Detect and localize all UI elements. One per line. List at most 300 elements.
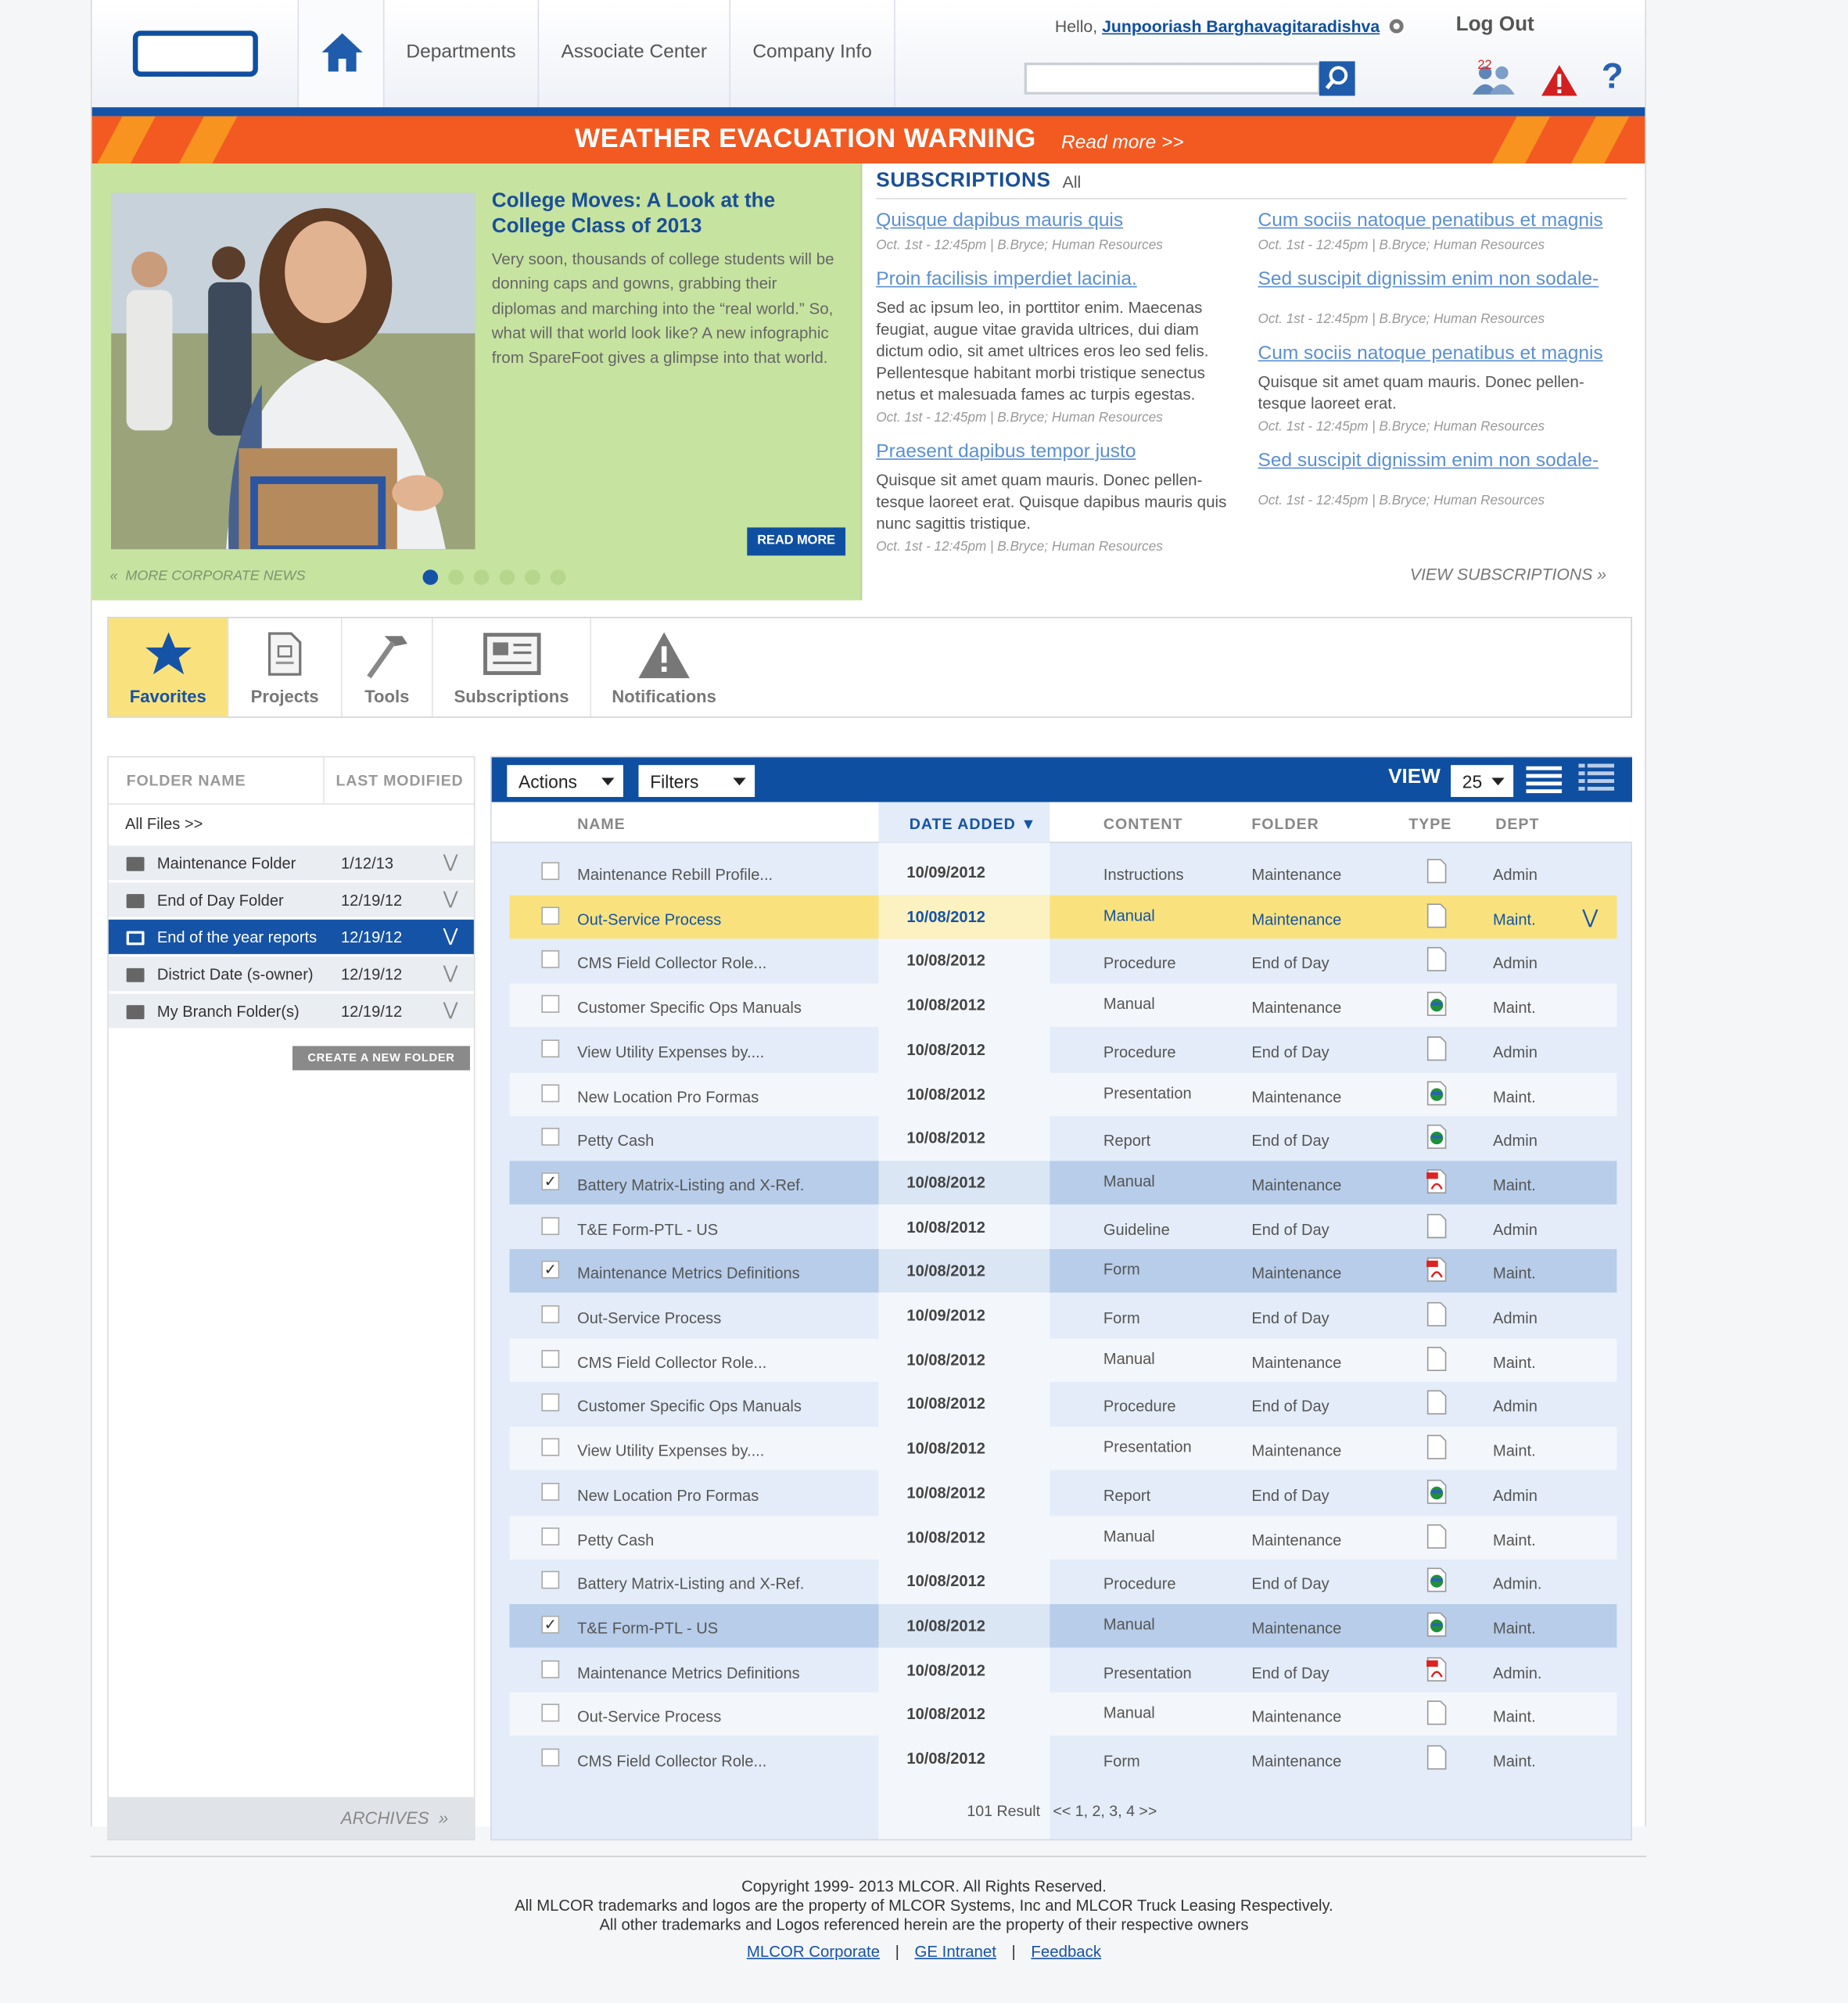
read-more-button[interactable]: READ MORE	[747, 527, 845, 555]
pdf-file-icon	[1426, 1656, 1447, 1682]
file-name[interactable]: T&E Form-PTL - US	[577, 1619, 719, 1638]
date-added: 10/08/2012	[906, 1351, 985, 1369]
row-checkbox[interactable]	[541, 1660, 559, 1678]
content-type: Form	[1103, 1261, 1140, 1280]
table-row[interactable]	[510, 1427, 1617, 1470]
view-subscriptions-label: VIEW SUBSCRIPTIONS	[1409, 564, 1593, 584]
sort-desc-icon: ▼	[1021, 814, 1037, 833]
expand-chevron-icon[interactable]: ⋁	[443, 887, 458, 909]
carousel-dots	[423, 569, 576, 591]
trademark-line: All MLCOR trademarks and logos are the property of MLCOR Systems, Inc and MLCOR Truck Leasing Respectively.	[515, 1897, 1333, 1915]
content-type: Manual	[1103, 1527, 1155, 1545]
folder-date: 1/12/13	[341, 854, 394, 873]
copyright: Copyright 1999- 2013 MLCOR. All Rights Reserved.	[741, 1877, 1107, 1896]
footer-links: MLCOR Corporate | GE Intranet | Feedback	[746, 1942, 1102, 1961]
row-checkbox[interactable]	[541, 906, 559, 924]
news-title[interactable]: College Moves: A Look at the College Class of 2013	[491, 190, 776, 238]
folder-name: End of Day	[1251, 1043, 1329, 1061]
folder-name: End of Day	[1251, 1308, 1329, 1327]
table-row[interactable]	[510, 939, 1617, 983]
col-date-added[interactable]	[910, 815, 1037, 833]
content-type: Instructions	[1103, 866, 1184, 885]
subscription-link[interactable]: Praesent dapibus tempor justo	[876, 440, 1136, 463]
file-name[interactable]: View Utility Expenses by....	[577, 1441, 765, 1460]
folder-date: 12/19/12	[341, 928, 403, 947]
subscriptions-filter[interactable]: All	[1062, 172, 1082, 192]
dept: Admin	[1492, 1398, 1538, 1416]
folder-name: Maintenance	[1251, 1441, 1342, 1460]
date-added: 10/08/2012	[906, 907, 985, 926]
content-type: Manual	[1103, 1703, 1155, 1722]
gear-icon[interactable]	[1390, 19, 1404, 33]
date-added: 10/08/2012	[906, 1484, 985, 1502]
view-label: VIEW	[1388, 766, 1441, 788]
folder-name: End of Day	[1251, 1664, 1329, 1682]
date-added: 10/09/2012	[906, 1306, 985, 1325]
dept: Admin	[1492, 1132, 1538, 1150]
document-file-icon	[1426, 1036, 1447, 1061]
subscription-link[interactable]: Sed suscipit dignissim enim non sodale-	[1258, 449, 1599, 472]
document-file-icon	[1426, 1346, 1447, 1372]
content-type: Presentation	[1103, 1438, 1192, 1456]
folder-icon	[127, 931, 145, 945]
document-file-icon	[1426, 1745, 1447, 1771]
content-type: Form	[1103, 1752, 1140, 1771]
dept: Maint.	[1492, 1353, 1536, 1372]
tab-label: Subscriptions	[454, 687, 569, 707]
content-type: Manual	[1103, 995, 1155, 1014]
row-checkbox[interactable]: ✓	[541, 1261, 559, 1279]
table-row[interactable]	[510, 895, 1617, 939]
folder-row[interactable]	[109, 882, 474, 918]
tab-label: Projects	[250, 687, 319, 707]
banner-stripe	[1492, 117, 1551, 163]
table-row[interactable]	[510, 1471, 1617, 1515]
date-added: 10/08/2012	[906, 1439, 985, 1458]
web-file-icon	[1426, 991, 1447, 1017]
create-folder-button[interactable]: CREATE A NEW FOLDER	[292, 1046, 470, 1070]
row-checkbox[interactable]	[541, 1749, 559, 1767]
content-type: Manual	[1103, 1349, 1155, 1368]
row-checkbox[interactable]	[541, 1394, 559, 1412]
carousel-dot[interactable]	[474, 569, 490, 585]
alert-icon[interactable]	[1540, 64, 1578, 97]
folder-row[interactable]	[109, 993, 474, 1029]
tab-tools[interactable]	[343, 618, 433, 716]
double-chevron-right-icon: »	[1592, 564, 1607, 584]
date-added: 10/08/2012	[906, 1129, 985, 1147]
row-checkbox[interactable]	[541, 1217, 559, 1235]
filters-dropdown[interactable]	[639, 765, 755, 797]
detail-view-icon[interactable]	[1578, 764, 1614, 796]
help-icon[interactable]: ?	[1601, 56, 1624, 96]
row-checkbox[interactable]	[541, 1084, 559, 1102]
file-name[interactable]: Out-Service Process	[577, 1707, 722, 1726]
col-folder-name[interactable]: FOLDER NAME	[126, 771, 246, 790]
content-type: Manual	[1103, 1615, 1155, 1634]
grid-toolbar	[492, 757, 1632, 802]
carousel-dot[interactable]	[525, 569, 540, 585]
document-icon	[266, 631, 304, 677]
folder-name: Maintenance Folder	[156, 854, 296, 873]
web-file-icon	[1426, 1080, 1447, 1106]
footer-link-feedback[interactable]: Feedback	[1031, 1942, 1102, 1961]
date-added: 10/08/2012	[906, 1262, 985, 1280]
file-name[interactable]: CMS Field Collector Role...	[577, 1752, 767, 1771]
date-added: 10/08/2012	[906, 1750, 985, 1768]
folder-header-divider	[109, 803, 474, 805]
carousel-dot[interactable]	[448, 569, 464, 585]
file-name[interactable]: Petty Cash	[577, 1132, 655, 1150]
header-divider	[92, 107, 1645, 116]
list-view-icon[interactable]	[1526, 765, 1562, 795]
per-page-select[interactable]	[1451, 765, 1513, 797]
top-header	[92, 0, 1645, 109]
logout-link[interactable]: Log Out	[1455, 13, 1534, 36]
chevron-down-icon	[733, 777, 745, 785]
archives-link[interactable]	[109, 1797, 474, 1840]
more-news-label: MORE CORPORATE NEWS	[125, 568, 306, 584]
folder-name: End of Day Folder	[156, 891, 284, 910]
table-row[interactable]	[510, 1250, 1617, 1294]
footer-link-ge-intranet[interactable]: GE Intranet	[914, 1942, 996, 1961]
tab-label: Tools	[364, 687, 410, 707]
footer-link-mlcor-corporate[interactable]: MLCOR Corporate	[746, 1942, 881, 1961]
weather-warning-banner	[92, 117, 1645, 163]
web-file-icon	[1426, 1124, 1447, 1150]
folder-name: End of Day	[1251, 954, 1329, 973]
warning-title: WEATHER EVACUATION WARNING	[574, 124, 1036, 153]
footer-text	[0, 1878, 1848, 1935]
company-logo[interactable]	[133, 31, 258, 77]
table-row[interactable]	[510, 1161, 1617, 1204]
row-checkbox[interactable]	[541, 1704, 559, 1722]
content-type: Form	[1103, 1308, 1140, 1327]
hammer-icon	[364, 631, 410, 680]
tab-subscriptions[interactable]	[433, 618, 591, 716]
table-row[interactable]	[510, 1072, 1617, 1116]
dept: Admin.	[1492, 1574, 1542, 1593]
content-type: Guideline	[1103, 1220, 1170, 1239]
dept: Admin	[1492, 1043, 1538, 1061]
page-links[interactable]: << 1, 2, 3, 4 >>	[1053, 1802, 1157, 1821]
folder-panel	[107, 756, 475, 1840]
row-checkbox[interactable]	[541, 1128, 559, 1146]
view-subscriptions-link[interactable]	[1410, 565, 1606, 583]
col-last-modified[interactable]: LAST MODIFIED	[323, 757, 474, 803]
col-name[interactable]: NAME	[577, 814, 626, 833]
col-folder[interactable]: FOLDER	[1251, 814, 1319, 833]
nav-home[interactable]	[297, 0, 384, 123]
file-name[interactable]: Out-Service Process	[577, 910, 722, 928]
dept: Maint.	[1492, 999, 1536, 1018]
file-name[interactable]: View Utility Expenses by....	[577, 1043, 765, 1061]
table-row[interactable]	[510, 1294, 1617, 1337]
subscriptions-panel	[863, 163, 1645, 600]
expand-chevron-icon[interactable]: ⋁	[443, 999, 458, 1020]
subscription-meta: Oct. 1st - 12:45pm | B.Bryce; Human Resources	[1258, 237, 1545, 253]
file-name[interactable]: CMS Field Collector Role...	[577, 1353, 767, 1372]
col-type[interactable]: TYPE	[1408, 814, 1452, 833]
table-row[interactable]	[510, 1516, 1617, 1560]
document-file-icon	[1426, 1523, 1447, 1549]
dept: Admin.	[1492, 1664, 1542, 1682]
dept: Maint.	[1492, 1619, 1536, 1638]
web-file-icon	[1426, 1567, 1447, 1593]
per-page-value: 25	[1462, 771, 1483, 792]
user-name-link[interactable]: Junpooriash Barghavagitaradishva	[1102, 16, 1380, 36]
warning-triangle-icon	[637, 631, 691, 680]
date-added: 10/08/2012	[906, 1617, 985, 1635]
subscription-link[interactable]: Proin facilisis imperdiet lacinia.	[876, 267, 1137, 290]
dept: Admin	[1492, 1308, 1538, 1327]
content-type: Procedure	[1103, 1398, 1176, 1416]
dept: Admin	[1492, 1486, 1538, 1505]
folder-name: Maintenance	[1251, 1531, 1342, 1549]
warning-read-more[interactable]: Read more >>	[1061, 131, 1184, 153]
documents-grid	[490, 756, 1632, 1840]
more-corporate-news-link[interactable]	[109, 569, 305, 584]
pagination	[492, 1802, 1632, 1820]
file-name[interactable]: Battery Matrix-Listing and X-Ref.	[577, 1574, 805, 1593]
banner-stripe	[1571, 117, 1630, 163]
folder-name: District Date (s-owner)	[156, 965, 314, 984]
section-tabs	[107, 617, 1632, 718]
content-type: Procedure	[1103, 1574, 1176, 1593]
pdf-file-icon	[1426, 1257, 1447, 1283]
trademark-line-2: All other trademarks and Logos referenced herein are the property of their respective owners	[599, 1915, 1249, 1934]
tab-projects[interactable]	[228, 618, 342, 716]
row-checkbox[interactable]: ✓	[541, 1172, 559, 1190]
actions-label: Actions	[518, 771, 577, 792]
folder-name: Maintenance	[1251, 1265, 1342, 1283]
file-name[interactable]: Maintenance Metrics Definitions	[577, 1664, 800, 1682]
col-content[interactable]: CONTENT	[1103, 814, 1183, 833]
row-checkbox[interactable]	[541, 1305, 559, 1323]
newspaper-icon	[482, 631, 540, 677]
folder-name: End of Day	[1251, 1220, 1329, 1239]
tab-label: Favorites	[129, 687, 206, 707]
table-row[interactable]	[510, 1205, 1617, 1249]
chevron-down-icon	[1491, 777, 1504, 785]
alert-count-badge: 22	[1477, 59, 1492, 74]
col-date-added-label: DATE ADDED	[909, 814, 1016, 833]
table-row[interactable]	[510, 851, 1617, 895]
date-added: 10/08/2012	[906, 1527, 985, 1546]
row-checkbox[interactable]	[541, 1438, 559, 1456]
date-added: 10/09/2012	[906, 863, 985, 881]
corporate-news-panel	[92, 163, 863, 600]
document-file-icon	[1426, 1434, 1447, 1460]
footer-divider	[91, 1856, 1646, 1858]
folder-date: 12/19/12	[341, 965, 403, 984]
web-file-icon	[1426, 1612, 1447, 1638]
row-checkbox[interactable]	[541, 995, 559, 1013]
user-greeting	[1055, 16, 1404, 35]
content-type: Procedure	[1103, 954, 1176, 973]
row-checkbox[interactable]	[541, 1483, 559, 1501]
file-name[interactable]: New Location Pro Formas	[577, 1486, 759, 1505]
subscription-meta: Oct. 1st - 12:45pm | B.Bryce; Human Resources	[876, 237, 1163, 253]
archives-label: ARCHIVES	[340, 1808, 429, 1828]
folder-icon	[127, 968, 145, 982]
search-button[interactable]	[1319, 61, 1355, 95]
row-checkbox[interactable]	[541, 951, 559, 969]
folder-name: Maintenance	[1251, 1707, 1342, 1726]
banner-stripe	[97, 117, 156, 163]
table-row[interactable]	[510, 1117, 1617, 1161]
table-row[interactable]	[510, 1604, 1617, 1648]
folder-name: My Branch Folder(s)	[156, 1002, 300, 1021]
dept: Maint.	[1492, 1176, 1536, 1194]
date-added: 10/08/2012	[906, 1040, 985, 1059]
table-row[interactable]	[510, 984, 1617, 1028]
tab-notifications[interactable]	[591, 618, 737, 716]
content-type: Presentation	[1103, 1664, 1192, 1682]
star-icon	[144, 631, 192, 677]
row-checkbox[interactable]	[541, 1350, 559, 1368]
dept: Maint.	[1492, 1087, 1536, 1106]
file-name[interactable]: CMS Field Collector Role...	[577, 954, 767, 973]
document-file-icon	[1426, 1213, 1447, 1239]
grid-column-headers	[492, 802, 1632, 843]
document-file-icon	[1426, 1700, 1447, 1726]
date-added: 10/08/2012	[906, 1660, 985, 1679]
file-name[interactable]: Out-Service Process	[577, 1308, 722, 1327]
folder-name: End of the year reports	[156, 928, 318, 947]
folder-name: End of Day	[1251, 1574, 1329, 1593]
date-added: 10/08/2012	[906, 1173, 985, 1192]
subscription-link[interactable]: Cum sociis natoque penatibus et magnis	[1258, 209, 1603, 232]
expand-chevron-icon[interactable]: ⋁	[443, 961, 458, 982]
row-checkbox[interactable]	[541, 1039, 559, 1057]
folder-name: Maintenance	[1251, 866, 1342, 885]
col-dept[interactable]: DEPT	[1495, 814, 1540, 833]
subscription-meta: Oct. 1st - 12:45pm | B.Bryce; Human Resources	[1258, 493, 1545, 508]
folder-name: Maintenance	[1251, 999, 1342, 1018]
carousel-dot[interactable]	[500, 569, 515, 585]
content-type: Manual	[1103, 906, 1155, 924]
subscription-body: Sed ac ipsum leo, in porttitor enim. Maecenas feugiat, augue vitae gravida ultrices, dui diam dictum odio, sit amet ultrices eros leo sed felis. Pellentesque habitant morbi tristique senectus netus et malesuada fames ac turpis egestas.	[876, 299, 1209, 404]
file-name[interactable]: Customer Specific Ops Manuals	[577, 999, 802, 1018]
file-name[interactable]: Battery Matrix-Listing and X-Ref.	[577, 1176, 805, 1194]
table-row[interactable]	[510, 1028, 1617, 1071]
subscription-meta: Oct. 1st - 12:45pm | B.Bryce; Human Resources	[1258, 418, 1545, 435]
file-name[interactable]: Maintenance Metrics Definitions	[577, 1265, 800, 1283]
filters-label: Filters	[650, 771, 699, 792]
nav-departments[interactable]: Departments	[385, 0, 540, 107]
folder-name: End of Day	[1251, 1132, 1329, 1150]
folder-name: Maintenance	[1251, 910, 1342, 928]
subscriptions-heading: SUBSCRIPTIONS	[876, 170, 1051, 192]
double-chevron-right-icon: »	[429, 1808, 449, 1828]
subscription-body: Quisque sit amet quam mauris. Donec pellen-tesque laoreet erat. Quisque dapibus mauris quis nunc sagittis tristique.	[876, 471, 1227, 533]
file-name[interactable]: Maintenance Rebill Profile...	[577, 866, 773, 885]
file-name[interactable]: Petty Cash	[577, 1531, 655, 1549]
search-input[interactable]	[1024, 63, 1321, 95]
folder-row[interactable]	[109, 920, 474, 956]
document-file-icon	[1426, 947, 1447, 973]
dept: Admin	[1492, 866, 1538, 885]
search-icon	[1319, 61, 1355, 95]
document-file-icon	[1426, 1301, 1447, 1327]
table-row[interactable]	[510, 1338, 1617, 1382]
carousel-dot[interactable]	[423, 569, 439, 585]
subscription-link[interactable]: Quisque dapibus mauris quis	[876, 209, 1124, 232]
subscription-meta: Oct. 1st - 12:45pm | B.Bryce; Human Resources	[1258, 311, 1545, 328]
row-checkbox[interactable]	[541, 1571, 559, 1589]
file-name[interactable]: Customer Specific Ops Manuals	[577, 1398, 802, 1416]
web-file-icon	[1426, 1479, 1447, 1505]
file-name[interactable]: New Location Pro Formas	[577, 1087, 759, 1106]
expand-chevron-icon[interactable]: ⋁	[1582, 906, 1599, 928]
row-checkbox[interactable]	[541, 1527, 559, 1545]
table-row[interactable]	[510, 1649, 1617, 1692]
content-type: Report	[1103, 1132, 1151, 1150]
content-type: Presentation	[1103, 1083, 1192, 1102]
carousel-dot[interactable]	[551, 569, 566, 585]
folder-icon	[127, 857, 145, 871]
double-chevron-left-icon: «	[109, 568, 126, 584]
table-row[interactable]	[510, 1692, 1617, 1736]
tab-favorites[interactable]	[109, 618, 229, 716]
folder-name: Maintenance	[1251, 1752, 1342, 1771]
folder-name: Maintenance	[1251, 1619, 1342, 1638]
folder-name: Maintenance	[1251, 1176, 1342, 1194]
folder-name: Maintenance	[1251, 1353, 1342, 1372]
subscription-link[interactable]: Cum sociis natoque penatibus et magnis	[1258, 342, 1603, 364]
date-added: 10/08/2012	[906, 1085, 985, 1104]
subscription-link[interactable]: Sed suscipit dignissim enim non sodale-	[1258, 267, 1599, 290]
pdf-file-icon	[1426, 1168, 1447, 1194]
folder-row[interactable]	[109, 957, 474, 993]
table-row[interactable]	[510, 1560, 1617, 1603]
nav-associate-center[interactable]: Associate Center	[539, 0, 730, 107]
row-checkbox[interactable]: ✓	[541, 1616, 559, 1634]
date-added: 10/08/2012	[906, 1572, 985, 1591]
expand-chevron-icon[interactable]: ⋁	[443, 850, 458, 871]
news-photo	[111, 193, 475, 550]
dept: Maint.	[1492, 1752, 1536, 1771]
document-file-icon	[1426, 1390, 1447, 1416]
banner-stripe	[179, 117, 238, 163]
subscriptions-divider	[876, 198, 1627, 199]
table-row[interactable]	[510, 1383, 1617, 1427]
dept: Maint.	[1492, 1441, 1536, 1460]
subscription-body: Quisque sit amet quam mauris. Donec pellen-tesque laoreet erat.	[1258, 372, 1584, 413]
subscription-meta: Oct. 1st - 12:45pm | B.Bryce; Human Resources	[876, 539, 1163, 555]
greeting-text: Hello,	[1054, 16, 1098, 36]
actions-dropdown[interactable]	[507, 765, 623, 797]
folder-row[interactable]	[109, 845, 474, 881]
content-type: Report	[1103, 1486, 1151, 1505]
all-files-link[interactable]: All Files >>	[125, 814, 203, 833]
file-name[interactable]: T&E Form-PTL - US	[577, 1220, 719, 1239]
folder-name: Maintenance	[1251, 1087, 1342, 1106]
date-added: 10/08/2012	[906, 1395, 985, 1413]
row-checkbox[interactable]	[541, 862, 559, 880]
news-body: Very soon, thousands of college students will be donning caps and gowns, grabbing their diplomas and marching into the “real world.” So, what will that world look like? A new infographic from SpareFoot gives a glimpse into that world.	[491, 250, 834, 367]
dept: Maint.	[1492, 910, 1536, 928]
tab-label: Notifications	[612, 687, 716, 707]
date-added: 10/08/2012	[906, 1705, 985, 1724]
expand-chevron-icon[interactable]: ⋁	[443, 924, 458, 946]
date-added: 10/08/2012	[906, 952, 985, 971]
table-row[interactable]	[510, 1737, 1617, 1781]
folder-date: 12/19/12	[341, 1002, 403, 1021]
nav-company-info[interactable]: Company Info	[730, 0, 895, 107]
folder-icon	[127, 894, 145, 908]
